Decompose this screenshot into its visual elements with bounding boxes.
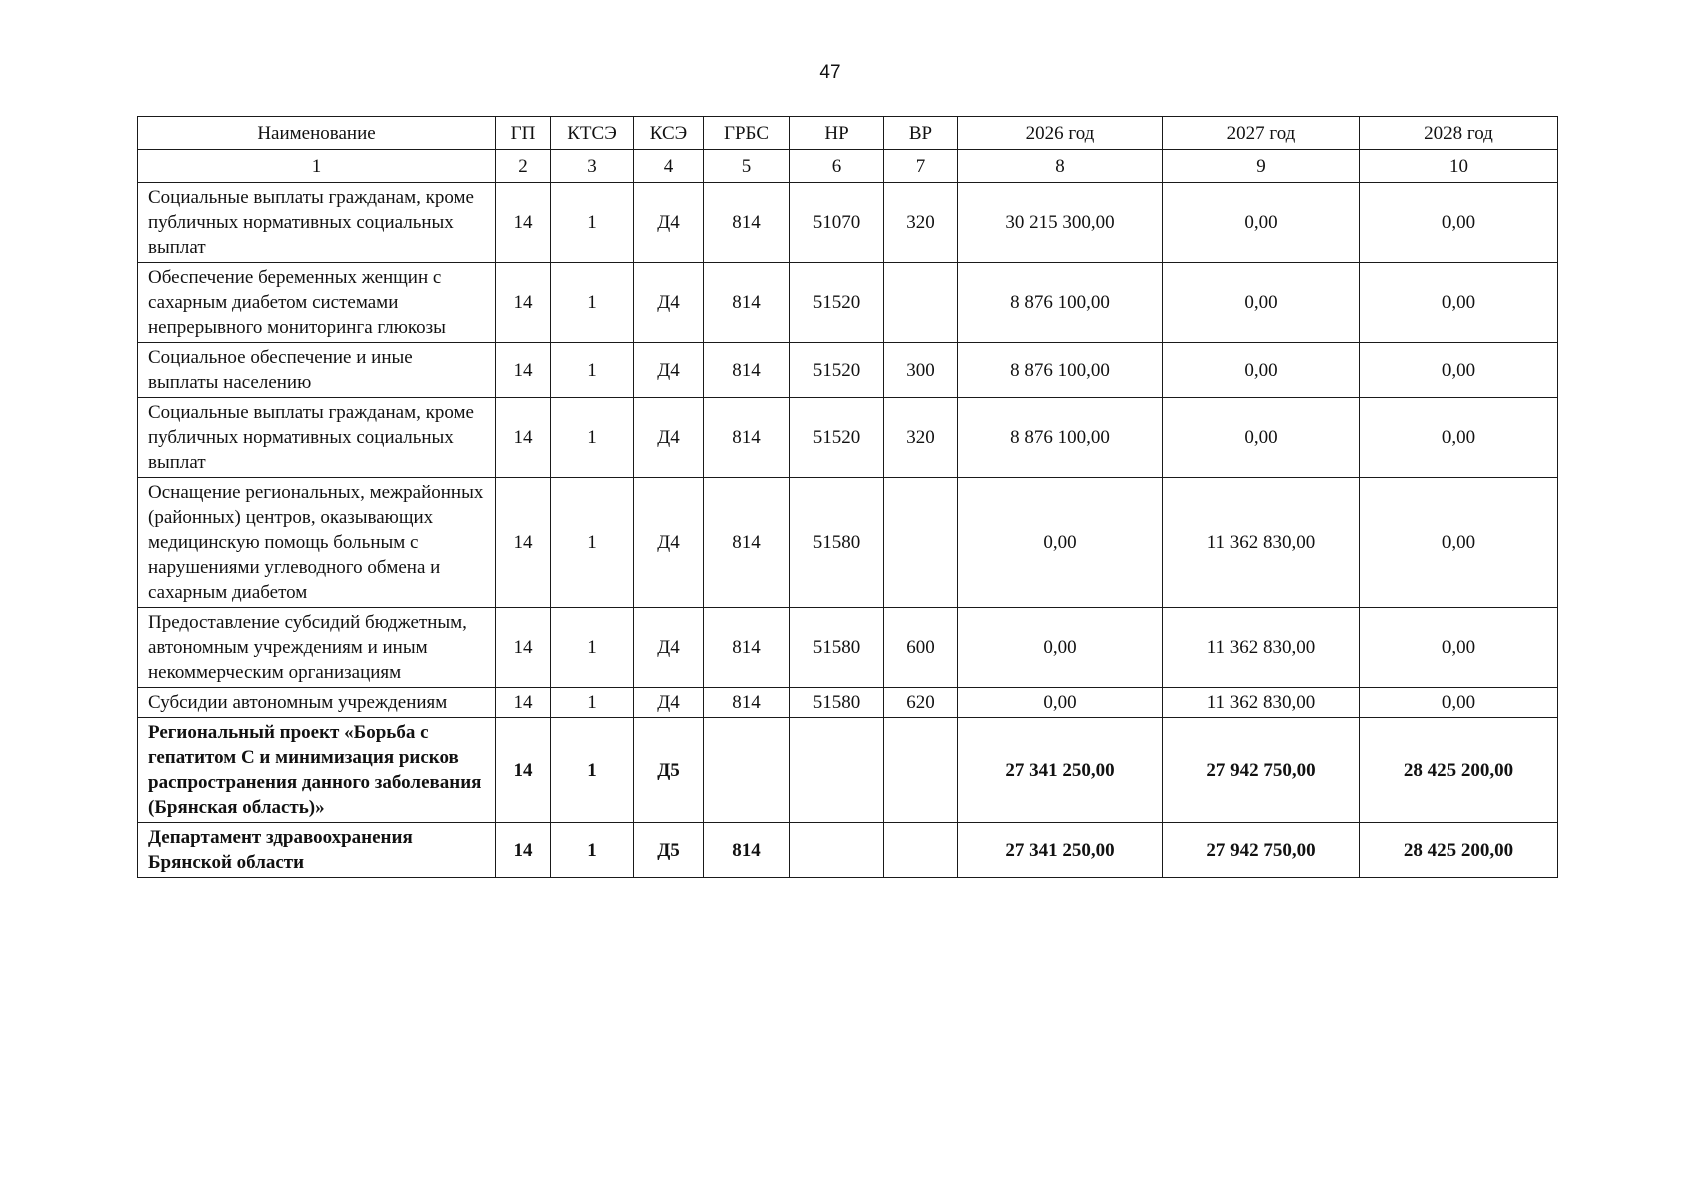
row-2027-amount: 0,00 [1163,183,1360,263]
header-row [138,117,1558,150]
row-name-cell: Социальные выплаты гражданам, кроме публичных нормативных социальных выплат [138,183,496,263]
row-2026-amount: 0,00 [958,608,1163,688]
budget-table [137,116,1558,878]
row-2027-amount: 0,00 [1163,398,1360,478]
row-nr-cell: 51520 [790,343,884,398]
row-name-cell: Департамент здравоохранения Брянской области [138,823,496,878]
row-2028-amount: 28 425 200,00 [1360,823,1558,878]
table-row [138,183,1558,263]
row-ktse-cell: 1 [551,608,634,688]
row-ktse-cell: 1 [551,343,634,398]
header-vr: ВР [884,117,958,150]
header-name: Наименование [138,117,496,150]
table-row [138,608,1558,688]
row-gp-cell: 14 [496,608,551,688]
row-grbs-cell: 814 [704,263,790,343]
row-2026-amount: 0,00 [958,688,1163,718]
row-kse-cell: Д4 [634,183,704,263]
row-gp-cell: 14 [496,183,551,263]
row-2027-amount: 11 362 830,00 [1163,688,1360,718]
row-2027-amount: 11 362 830,00 [1163,608,1360,688]
row-grbs-cell: 814 [704,398,790,478]
column-number: 2 [496,150,551,183]
row-2028-amount: 0,00 [1360,608,1558,688]
row-grbs-cell: 814 [704,343,790,398]
page-number: 47 [819,62,841,83]
row-2028-amount: 0,00 [1360,343,1558,398]
row-grbs-cell: 814 [704,608,790,688]
row-kse-cell: Д5 [634,823,704,878]
table-row [138,823,1558,878]
row-grbs-cell: 814 [704,823,790,878]
table-row [138,478,1558,608]
row-ktse-cell: 1 [551,688,634,718]
table-row [138,398,1558,478]
row-nr-cell: 51580 [790,688,884,718]
column-number: 3 [551,150,634,183]
row-2027-amount: 0,00 [1163,263,1360,343]
row-nr-cell [790,823,884,878]
row-vr-cell: 300 [884,343,958,398]
column-number: 10 [1360,150,1558,183]
column-number: 7 [884,150,958,183]
row-vr-cell: 320 [884,183,958,263]
row-2026-amount: 8 876 100,00 [958,263,1163,343]
row-vr-cell: 320 [884,398,958,478]
row-kse-cell: Д4 [634,608,704,688]
row-kse-cell: Д4 [634,478,704,608]
row-ktse-cell: 1 [551,183,634,263]
row-gp-cell: 14 [496,718,551,823]
row-kse-cell: Д4 [634,263,704,343]
row-nr-cell [790,718,884,823]
row-name-cell: Региональный проект «Борьба с гепатитом С и минимизация рисков распространения данного заболевания (Брянская область)» [138,718,496,823]
row-2028-amount: 28 425 200,00 [1360,718,1558,823]
row-2026-amount: 27 341 250,00 [958,823,1163,878]
row-name-cell: Социальные выплаты гражданам, кроме публичных нормативных социальных выплат [138,398,496,478]
row-vr-cell [884,478,958,608]
row-kse-cell: Д4 [634,398,704,478]
row-grbs-cell [704,718,790,823]
table-row [138,718,1558,823]
row-kse-cell: Д4 [634,343,704,398]
row-2026-amount: 30 215 300,00 [958,183,1163,263]
row-2027-amount: 27 942 750,00 [1163,718,1360,823]
row-ktse-cell: 1 [551,823,634,878]
column-number-row [138,150,1558,183]
row-gp-cell: 14 [496,688,551,718]
row-gp-cell: 14 [496,343,551,398]
row-vr-cell: 600 [884,608,958,688]
header-2026: 2026 год [958,117,1163,150]
header-ktse: КТСЭ [551,117,634,150]
row-2028-amount: 0,00 [1360,263,1558,343]
row-vr-cell: 620 [884,688,958,718]
row-nr-cell: 51580 [790,478,884,608]
row-2027-amount: 0,00 [1163,343,1360,398]
row-vr-cell [884,718,958,823]
row-gp-cell: 14 [496,263,551,343]
row-kse-cell: Д5 [634,718,704,823]
row-ktse-cell: 1 [551,398,634,478]
row-ktse-cell: 1 [551,263,634,343]
row-grbs-cell: 814 [704,688,790,718]
row-2027-amount: 27 942 750,00 [1163,823,1360,878]
row-nr-cell: 51580 [790,608,884,688]
row-gp-cell: 14 [496,823,551,878]
column-number: 9 [1163,150,1360,183]
row-2026-amount: 27 341 250,00 [958,718,1163,823]
column-number: 1 [138,150,496,183]
column-number: 8 [958,150,1163,183]
row-2026-amount: 8 876 100,00 [958,343,1163,398]
row-nr-cell: 51520 [790,263,884,343]
row-gp-cell: 14 [496,398,551,478]
header-gp: ГП [496,117,551,150]
row-2026-amount: 8 876 100,00 [958,398,1163,478]
row-2028-amount: 0,00 [1360,398,1558,478]
column-number: 4 [634,150,704,183]
row-2028-amount: 0,00 [1360,478,1558,608]
header-2027: 2027 год [1163,117,1360,150]
row-nr-cell: 51520 [790,398,884,478]
row-vr-cell [884,263,958,343]
row-2028-amount: 0,00 [1360,183,1558,263]
row-name-cell: Субсидии автономным учреждениям [138,688,496,718]
header-kse: КСЭ [634,117,704,150]
header-nr: НР [790,117,884,150]
row-ktse-cell: 1 [551,478,634,608]
row-name-cell: Предоставление субсидий бюджетным, автономным учреждениям и иным некоммерческим организациям [138,608,496,688]
row-2027-amount: 11 362 830,00 [1163,478,1360,608]
header-grbs: ГРБС [704,117,790,150]
row-kse-cell: Д4 [634,688,704,718]
table-row [138,343,1558,398]
header-2028: 2028 год [1360,117,1558,150]
column-number: 5 [704,150,790,183]
row-name-cell: Социальное обеспечение и иные выплаты населению [138,343,496,398]
row-name-cell: Обеспечение беременных женщин с сахарным диабетом системами непрерывного мониторинга глюкозы [138,263,496,343]
row-vr-cell [884,823,958,878]
row-2026-amount: 0,00 [958,478,1163,608]
row-ktse-cell: 1 [551,718,634,823]
row-gp-cell: 14 [496,478,551,608]
row-grbs-cell: 814 [704,183,790,263]
row-2028-amount: 0,00 [1360,688,1558,718]
table-row [138,263,1558,343]
column-number: 6 [790,150,884,183]
row-grbs-cell: 814 [704,478,790,608]
row-nr-cell: 51070 [790,183,884,263]
table-row [138,688,1558,718]
row-name-cell: Оснащение региональных, межрайонных (районных) центров, оказывающих медицинскую помощь больным с нарушениями углеводного обмена и сахарным диабетом [138,478,496,608]
